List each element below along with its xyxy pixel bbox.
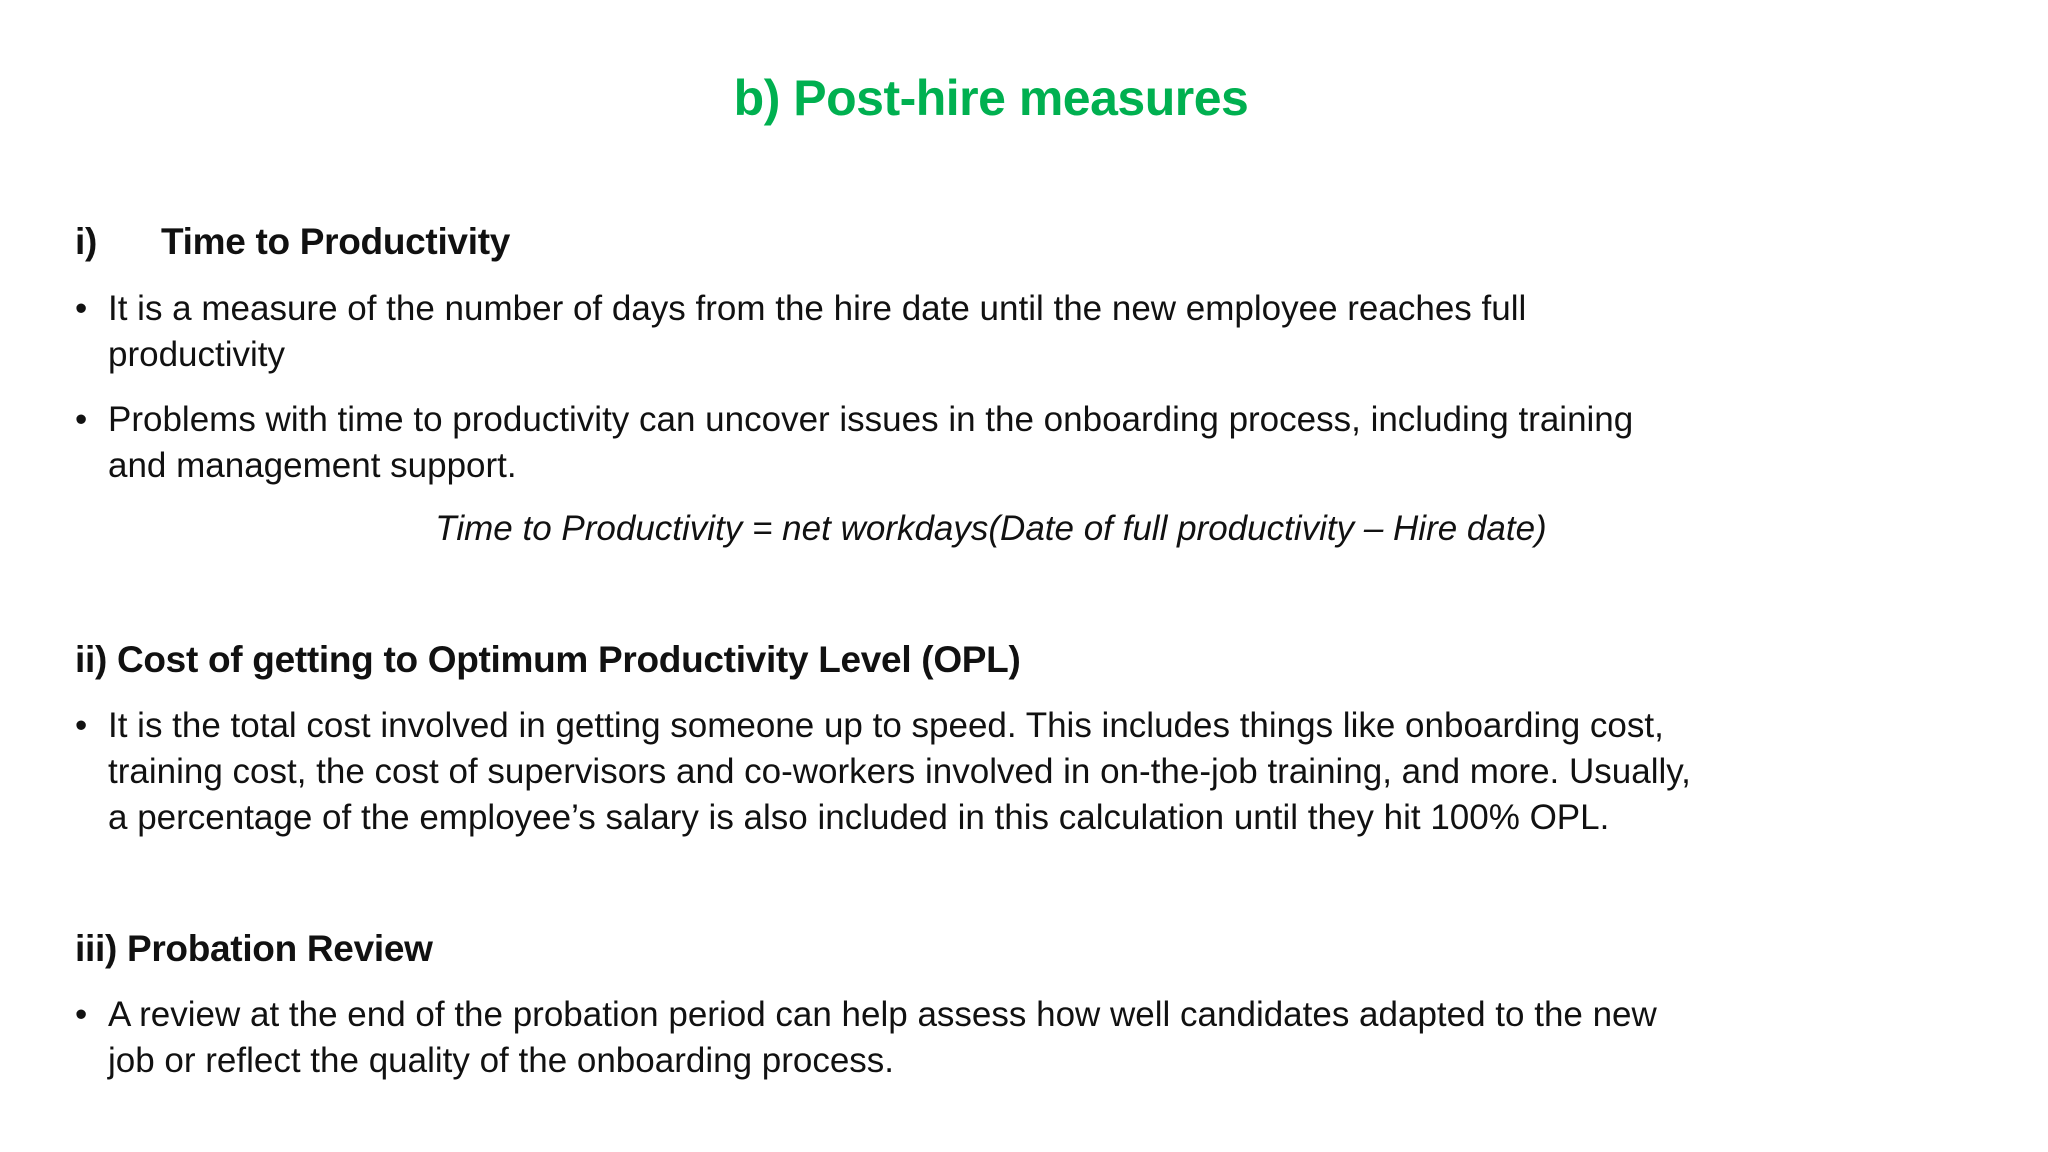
bullet-item: [75, 703, 1691, 841]
section-heading-opl-cost: ii) Cost of getting to Optimum Productivity Level (OPL): [75, 639, 1021, 680]
bullet-line: job or reflect the quality of the onboarding process.: [108, 1041, 895, 1080]
bullet-icon: •: [75, 706, 88, 745]
section-number: i): [75, 221, 98, 262]
bullet-line: a percentage of the employee’s salary is also included in this calculation until they hit 100% OPL.: [108, 798, 1610, 837]
bullet-item: [75, 397, 1633, 489]
bullet-line: and management support.: [108, 446, 517, 485]
bullet-item: [75, 286, 1526, 378]
slide-title: b) Post-hire measures: [733, 70, 1249, 126]
formula: Time to Productivity = net workdays(Date of full productivity – Hire date): [435, 509, 1547, 548]
bullet-line: It is a measure of the number of days from the hire date until the new employee reaches full: [108, 289, 1527, 328]
bullet-line: A review at the end of the probation period can help assess how well candidates adapted to the new: [108, 995, 1657, 1034]
bullet-icon: •: [75, 995, 88, 1034]
bullet-item: [75, 992, 1657, 1084]
bullet-line: training cost, the cost of supervisors and co-workers involved in on-the-job training, and more. Usually,: [108, 752, 1691, 791]
bullet-line: It is the total cost involved in getting someone up to speed. This includes things like onboarding cost,: [108, 706, 1664, 745]
section-heading-text: Time to Productivity: [161, 221, 510, 262]
bullet-icon: •: [75, 400, 88, 439]
section-heading-probation-review: iii) Probation Review: [75, 928, 433, 969]
bullet-line: productivity: [108, 335, 286, 374]
section-heading-time-to-productivity: [75, 219, 510, 265]
bullet-icon: •: [75, 289, 88, 328]
bullet-line: Problems with time to productivity can uncover issues in the onboarding process, including training: [108, 400, 1634, 439]
